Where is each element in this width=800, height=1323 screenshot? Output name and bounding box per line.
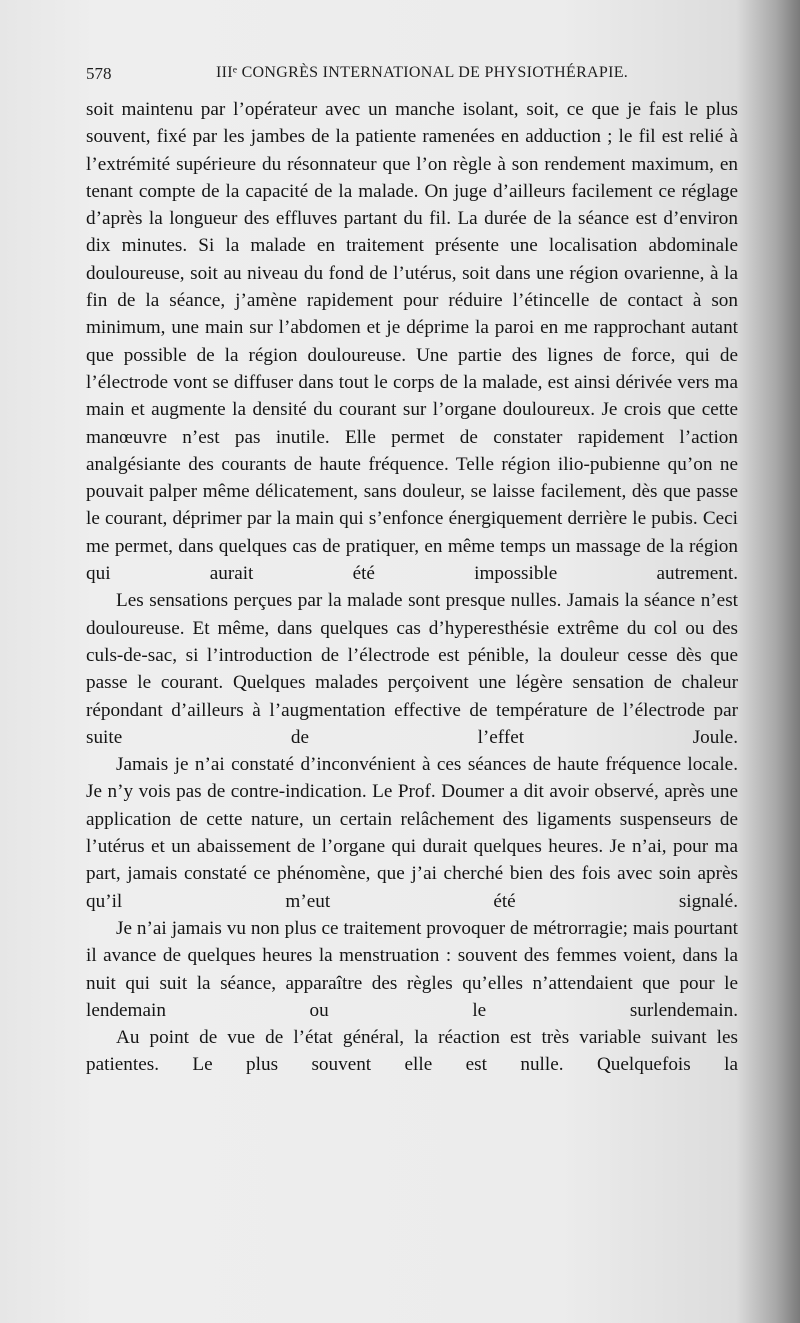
paragraph: Je n’ai jamais vu non plus ce traitement provoquer de métrorragie; mais pourtant il avance de quelques heures la menstruation : souvent des femmes voient, dans la nuit qui suit la séance, apparaître des règles qu’elles n’attendaient que pour le lendemain ou le surlendemain. xyxy=(86,917,738,1021)
page-header xyxy=(86,64,746,86)
paragraph: Jamais je n’ai constaté d’inconvénient à ces séances de haute fréquence locale. Je n’y vois pas de contre-indication. Le Prof. Doumer a dit avoir observé, après une application de cette nature, un certain relâchement des ligaments suspenseurs de l’utérus et un abaissement de l’organe qui durait quelques heures. Je n’ai, pour ma part, jamais constaté ce phénomène, que j’ai cherché bien des fois avec soin après qu’il m’eut été signalé. xyxy=(86,754,738,912)
paragraph: soit maintenu par l’opérateur avec un manche isolant, soit, ce que je fais le plus souvent, fixé par les jambes de la patiente ramenées en adduction ; le fil est relié à l’extrémité supérieure du résonnateur que l’on règle à son rendement maximum, en tenant compte de la capacité de la malade. On juge d’ailleurs facilement ce réglage d’après la longueur des effluves partant du fil. La durée de la séance est d’environ dix minutes. Si la malade en traitement présente une localisation abdominale douloureuse, soit au niveau du fond de l’utérus, soit dans une région ovarienne, à la fin de la séance, j’amène rapidement pour réduire l’étincelle de contact à son minimum, une main sur l’abdomen et je déprime la paroi en me rapprochant autant que possible de la région douloureuse. Une partie des lignes de force, qui de l’électrode vont se diffuser dans tout le corps de la malade, est ainsi dérivée vers ma main et augmente la densité du courant sur l’organe douloureux. Je crois que cette manœuvre n’est pas inutile. Elle permet de constater rapidement l’action analgésiante des courants de haute fréquence. Telle région ilio-pubienne qu’on ne pouvait palper même délicatement, sans douleur, se laisse facilement, dès que passe le courant, déprimer par la main qui s’enfonce énergiquement derrière le pubis. Ceci me permet, dans quelques cas de pratiquer, en même temps un massage de la région qui aurait été impossible autrement. xyxy=(86,99,738,585)
running-title: IIIᵉ CONGRÈS INTERNATIONAL DE PHYSIOTHÉRAPIE. xyxy=(216,64,629,81)
body-text xyxy=(86,96,738,1079)
page-number: 578 xyxy=(86,64,112,83)
paragraph: Les sensations perçues par la malade sont presque nulles. Jamais la séance n’est douloureuse. Et même, dans quelques cas d’hyperesthésie extrême du col ou des culs-de-sac, si l’introduction de l’électrode est pénible, la douleur cesse dès que passe le courant. Quelques malades perçoivent une légère sensation de chaleur répondant d’ailleurs à l’augmentation effective de température de l’électrode par suite de l’effet Joule. xyxy=(86,590,738,748)
paragraph: Au point de vue de l’état général, la réaction est très variable suivant les patientes. Le plus souvent elle est nulle. Quelquefois la xyxy=(86,1027,738,1076)
